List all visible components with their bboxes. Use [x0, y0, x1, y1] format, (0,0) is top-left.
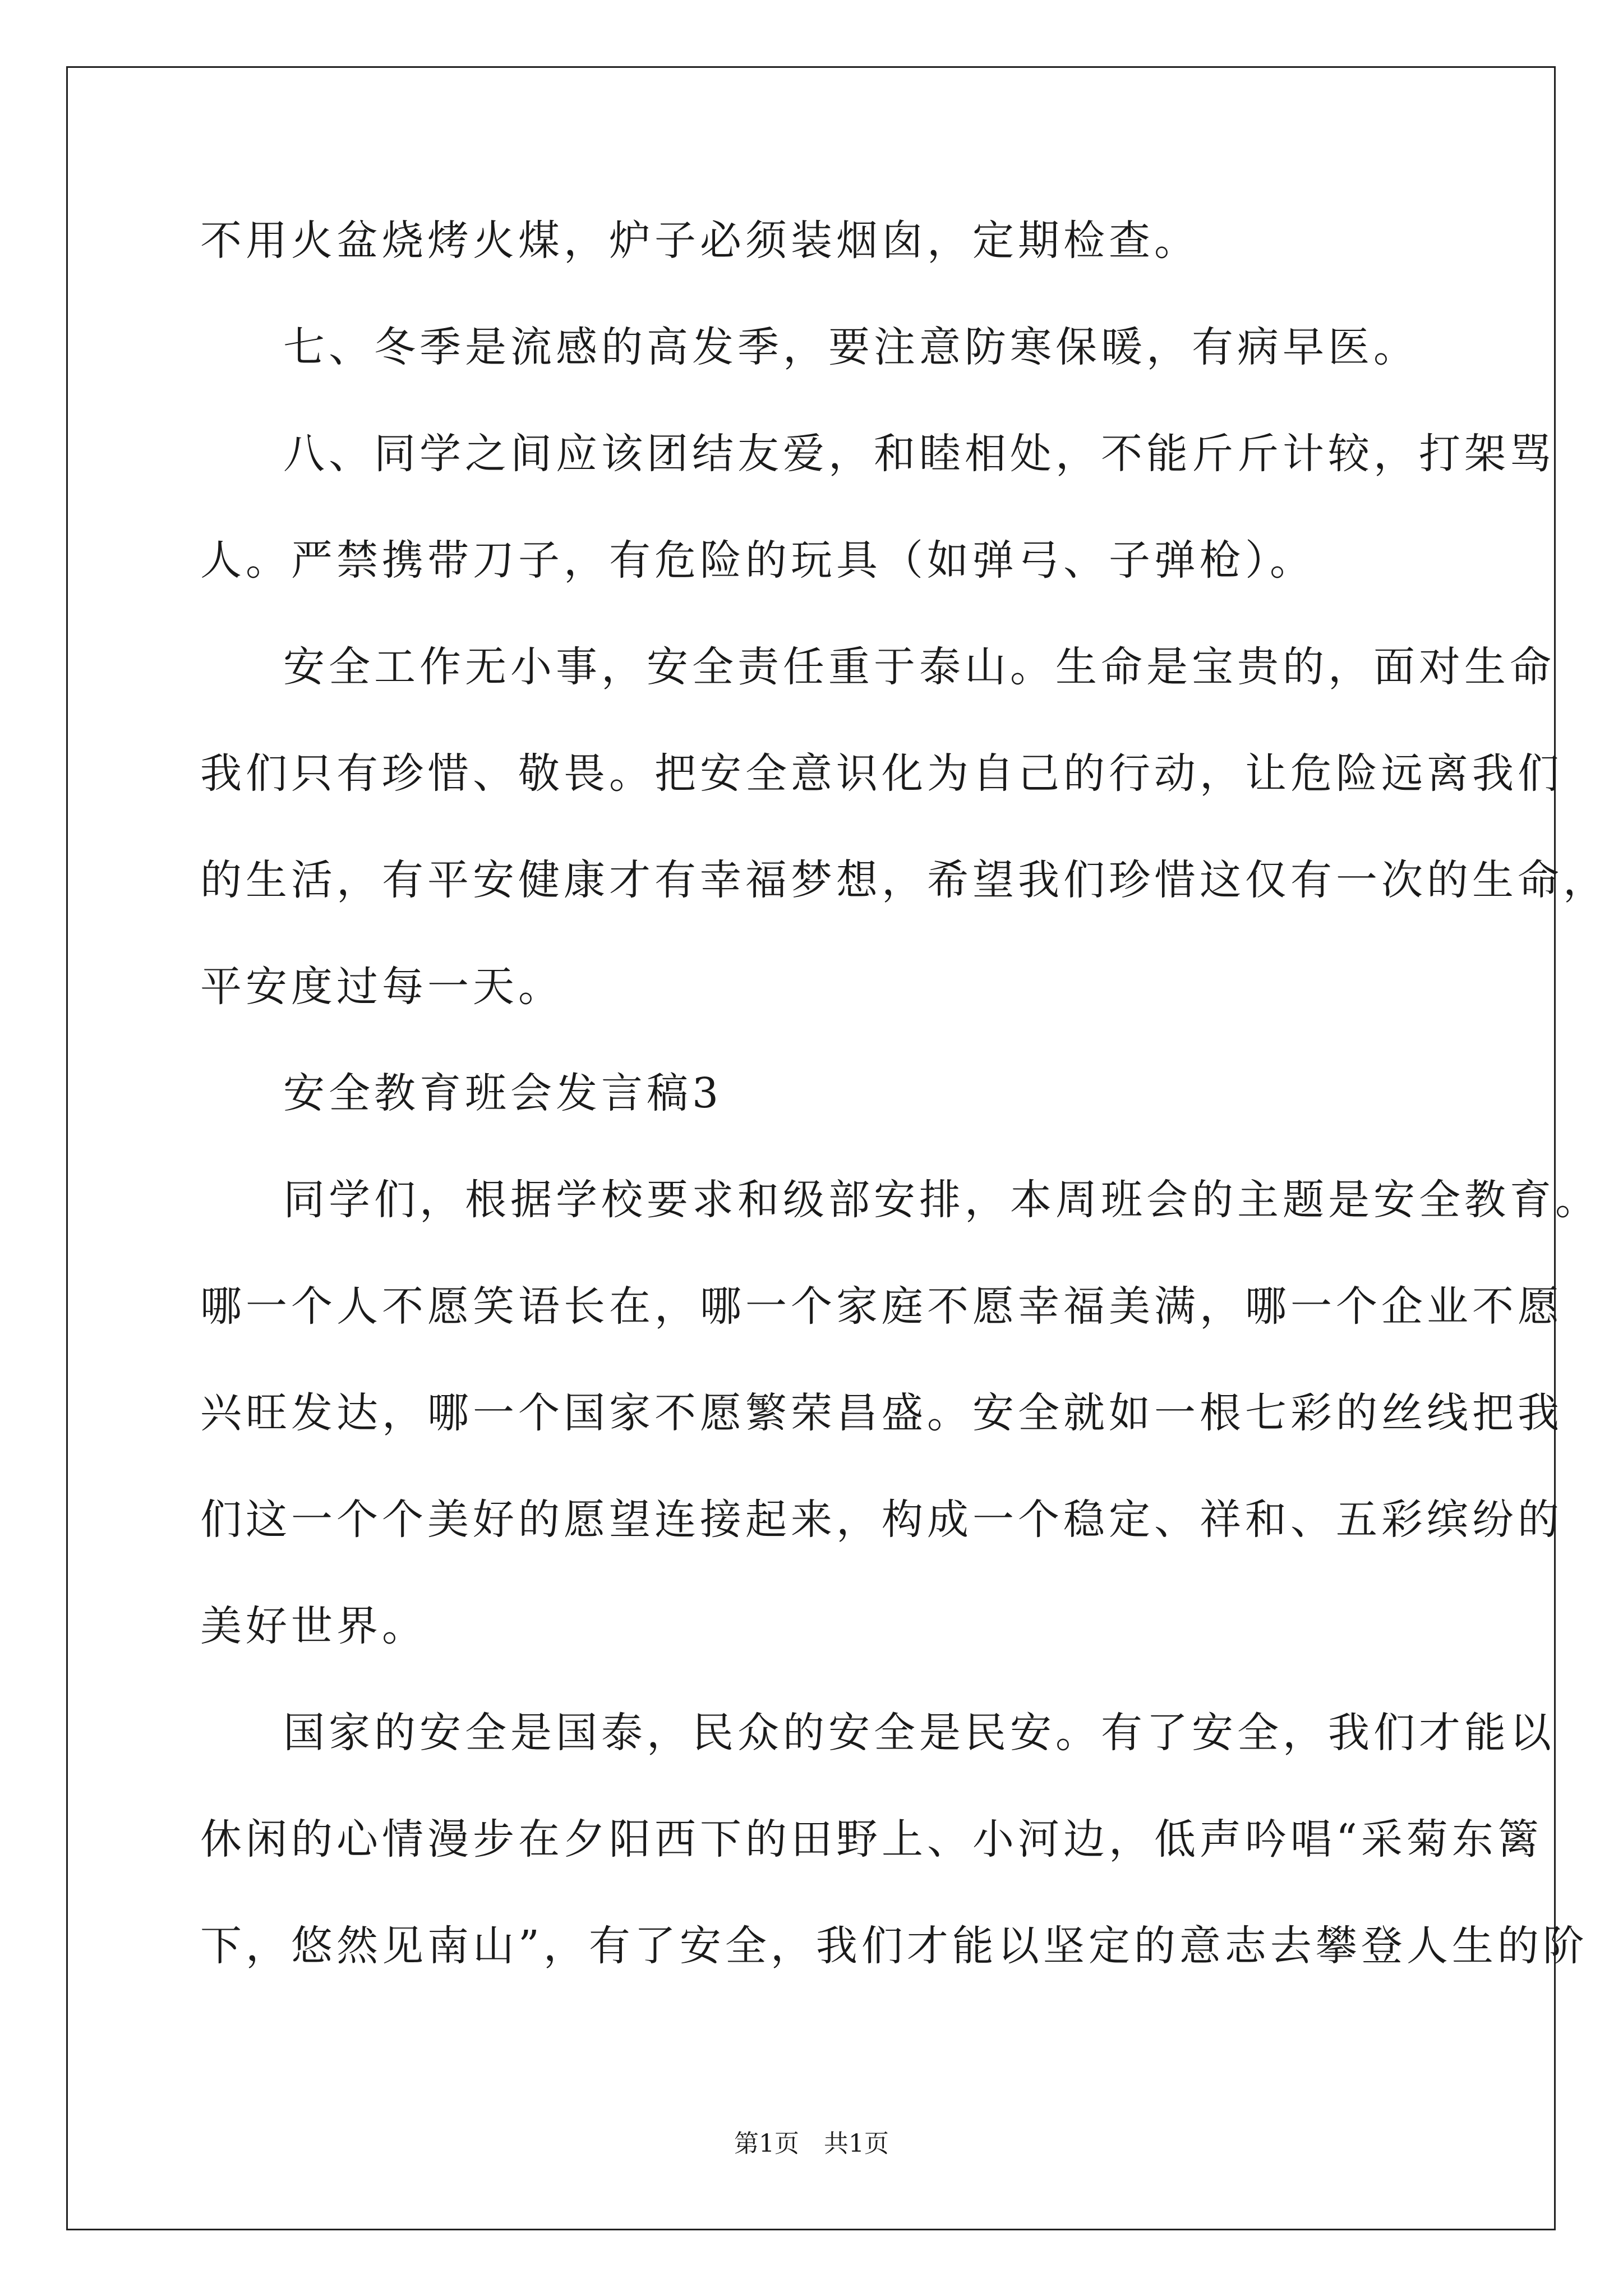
- text-line: 休闲的心情漫步在夕阳西下的田野上、小河边，低声吟唱“采菊东篱: [200, 1815, 1543, 1864]
- text-line: 我们只有珍惜、敬畏。把安全意识化为自己的行动，让危险远离我们: [200, 749, 1563, 798]
- text-line: 安全工作无小事，安全责任重于泰山。生命是宝贵的，面对生命: [283, 643, 1555, 691]
- text-line: 哪一个人不愿笑语长在，哪一个家庭不愿幸福美满，哪一个企业不愿: [200, 1282, 1563, 1331]
- text-line: 兴旺发达，哪一个国家不愿繁荣昌盛。安全就如一根七彩的丝线把我: [200, 1389, 1563, 1437]
- text-line: 们这一个个美好的愿望连接起来，构成一个稳定、祥和、五彩缤纷的: [200, 1496, 1563, 1544]
- text-line: 八、同学之间应该团结友爱，和睦相处，不能斤斤计较，打架骂: [283, 430, 1555, 478]
- page-footer: 第1页 共1页: [734, 2129, 889, 2158]
- text-line: 平安度过每一天。: [200, 963, 564, 1011]
- text-line: 的生活，有平安健康才有幸福梦想，希望我们珍惜这仅有一次的生命，: [200, 856, 1608, 904]
- section-heading: 安全教育班会发言稿3: [283, 1069, 723, 1117]
- text-line: 同学们，根据学校要求和级部安排，本周班会的主题是安全教育。: [283, 1176, 1601, 1224]
- text-line: 美好世界。: [200, 1602, 427, 1650]
- text-line: 人。严禁携带刀子，有危险的玩具（如弹弓、子弹枪）。: [200, 536, 1315, 585]
- text-line: 国家的安全是国泰，民众的安全是民安。有了安全，我们才能以: [283, 1709, 1555, 1757]
- page-border: [66, 66, 1556, 2230]
- text-line: 七、冬季是流感的高发季，要注意防寒保暖，有病早医。: [283, 323, 1419, 371]
- text-line: 下，悠然见南山”，有了安全，我们才能以坚定的意志去攀登人生的阶: [200, 1922, 1588, 1970]
- text-line: 不用火盆烧烤火煤，炉子必须装烟囱，定期检查。: [200, 217, 1200, 265]
